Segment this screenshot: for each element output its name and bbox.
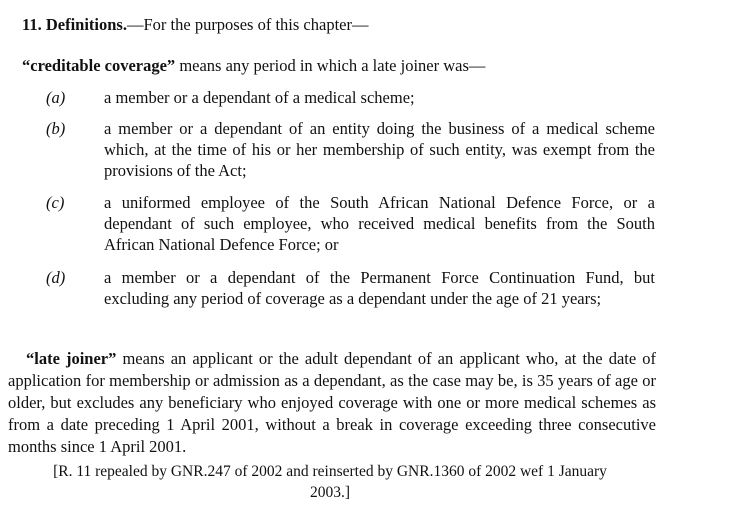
- definition-creditable-coverage: [22, 55, 485, 77]
- amendment-note: [R. 11 repealed by GNR.247 of 2002 and reinserted by GNR.1360 of 2002 wef 1 January 2003.]: [53, 463, 607, 501]
- section-number: 11.: [22, 15, 42, 34]
- section-lead: —For the purposes of this chapter—: [126, 15, 369, 34]
- item-label: (d): [46, 268, 66, 287]
- item-label: (a): [46, 88, 66, 107]
- item-text: a uniformed employee of the South African National Defence Force, or a dependant of such employee, who received medical benefits from the South African National Defence Force; or: [104, 193, 655, 254]
- section-title: Definitions.: [45, 15, 127, 34]
- section-heading: [22, 14, 368, 36]
- item-text: a member or a dependant of the Permanent Force Continuation Fund, but excluding any period of coverage as a dependant under the age of 21 years;: [104, 268, 655, 308]
- definition-late-joiner: [8, 348, 656, 458]
- item-text: a member or a dependant of a medical scheme;: [104, 88, 415, 107]
- term-creditable-coverage: “creditable coverage”: [22, 56, 176, 75]
- item-label: (b): [46, 119, 66, 138]
- item-label: (c): [46, 193, 65, 212]
- definition-creditable-text: means any period in which a late joiner was—: [175, 56, 486, 75]
- term-late-joiner: “late joiner”: [26, 349, 117, 368]
- definition-late-joiner-text: means an applicant or the adult dependant of an applicant who, at the date of application for membership or admission as a dependant, as the case may be, is 35 years of age or older, but excludes any beneficiary who enjoyed coverage with one or more medical schemes as from a date preceding 1 April 2001, without a break in coverage exceeding three consecutive months since 1 April 2001.: [8, 349, 656, 456]
- item-text: a member or a dependant of an entity doing the business of a medical scheme which, at the time of his or her membership of such entity, was exempt from the provisions of the Act;: [104, 119, 655, 180]
